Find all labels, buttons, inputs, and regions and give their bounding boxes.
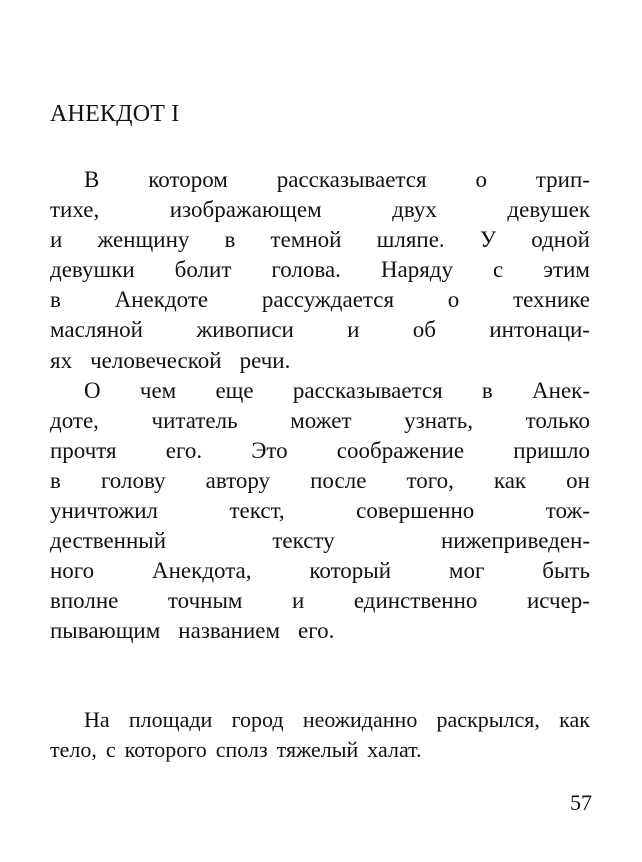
word: его. [165,437,203,463]
word: прочтя [50,437,117,463]
word: город [231,707,284,732]
word: Это [251,437,288,463]
word: На [84,707,110,732]
word: читатель [151,407,238,433]
word: уничтожил [50,498,159,524]
word: и [347,317,360,343]
word: в [50,467,61,493]
word: об [412,317,436,343]
chapter-heading: АНЕКДОТ I [50,101,180,127]
word: соображение [336,437,465,463]
anecdote-opening [50,705,590,765]
word: изображающем [169,197,322,223]
word: голову [100,467,166,493]
word: текст, [229,498,285,524]
word: ного [50,558,95,584]
text-line [50,406,590,436]
word: еще [215,377,254,403]
word: чем [139,377,177,403]
word: одной [531,227,590,253]
word: О [84,377,101,403]
word: котором [148,167,228,192]
text-line [50,705,590,735]
word: шляпе. [376,227,445,253]
word: Анекдоте [114,287,209,313]
word: Наряду [380,257,454,283]
word: интонаци- [489,317,590,343]
word: с [105,737,116,762]
word: масляной [50,317,143,343]
word: нижеприведен- [440,528,590,554]
word: названием [178,618,281,644]
word: может [290,407,352,433]
word: и [292,588,305,614]
text-line [50,376,590,406]
text-line [50,526,590,556]
word: пришло [513,437,590,463]
word: его. [298,618,335,644]
word: голова. [271,257,341,283]
word: о [475,167,487,192]
word: рассуждается [261,287,395,313]
word: после [310,467,367,493]
word: ях [50,347,73,373]
word: площади [128,707,213,732]
text-line [50,586,590,616]
text-line [50,285,590,315]
word: В [84,167,100,192]
word: человеческой [90,347,222,373]
word: быть [542,558,590,584]
word: о [447,287,460,313]
word: трип- [535,167,590,192]
word: У [479,227,497,253]
word: которого [124,737,207,762]
word: технике [513,287,590,313]
word: рассказывается [276,167,427,192]
text-line [50,466,590,496]
word: раскрылся, [436,707,540,732]
word: живописи [196,317,294,343]
chapter-description [50,165,590,647]
word: точным [167,588,243,614]
word: исчер- [526,588,590,614]
word: болит [174,257,232,283]
word: того, [406,467,454,493]
word: в [224,227,236,253]
word: как [493,467,527,493]
word: Анекдота, [152,558,252,584]
text-line [50,616,590,646]
word: тело, [50,737,97,762]
word: девушки [50,257,135,283]
text-line [50,315,590,345]
text-line [50,195,590,225]
word: и [50,227,63,253]
word: Анек- [532,377,590,403]
word: доте, [50,407,99,433]
word: темной [270,227,342,253]
word: девушек [507,197,590,223]
text-line [50,255,590,285]
word: тож- [545,498,590,524]
word: дественный [50,528,167,554]
text-line [50,735,590,765]
word: мог [448,558,485,584]
word: двух [392,197,437,223]
word: который [309,558,392,584]
word: неожиданно [302,707,418,732]
text-line [50,496,590,526]
word: единственно [353,588,478,614]
word: он [566,467,590,493]
word: пывающим [50,618,161,644]
word: рассказывается [292,377,443,403]
word: этим [543,257,590,283]
word: узнать, [404,407,473,433]
text-line [50,556,590,586]
word: как [559,707,590,732]
text-line [50,346,590,376]
text-line [50,436,590,466]
word: в [481,377,493,403]
word: халат. [367,737,422,762]
text-line [50,225,590,255]
word: тексту [272,528,335,554]
word: женщину [97,227,190,253]
page-number: 57 [570,790,592,815]
word: в [50,287,61,313]
word: тихе, [50,197,100,223]
word: автору [205,467,271,493]
word: с [492,257,504,283]
word: совершенно [356,498,475,524]
word: тяжелый [276,737,359,762]
word: сполз [215,737,268,762]
word: речи. [239,347,291,373]
text-line [50,165,590,195]
word: только [525,407,590,433]
word: вполне [50,588,119,614]
